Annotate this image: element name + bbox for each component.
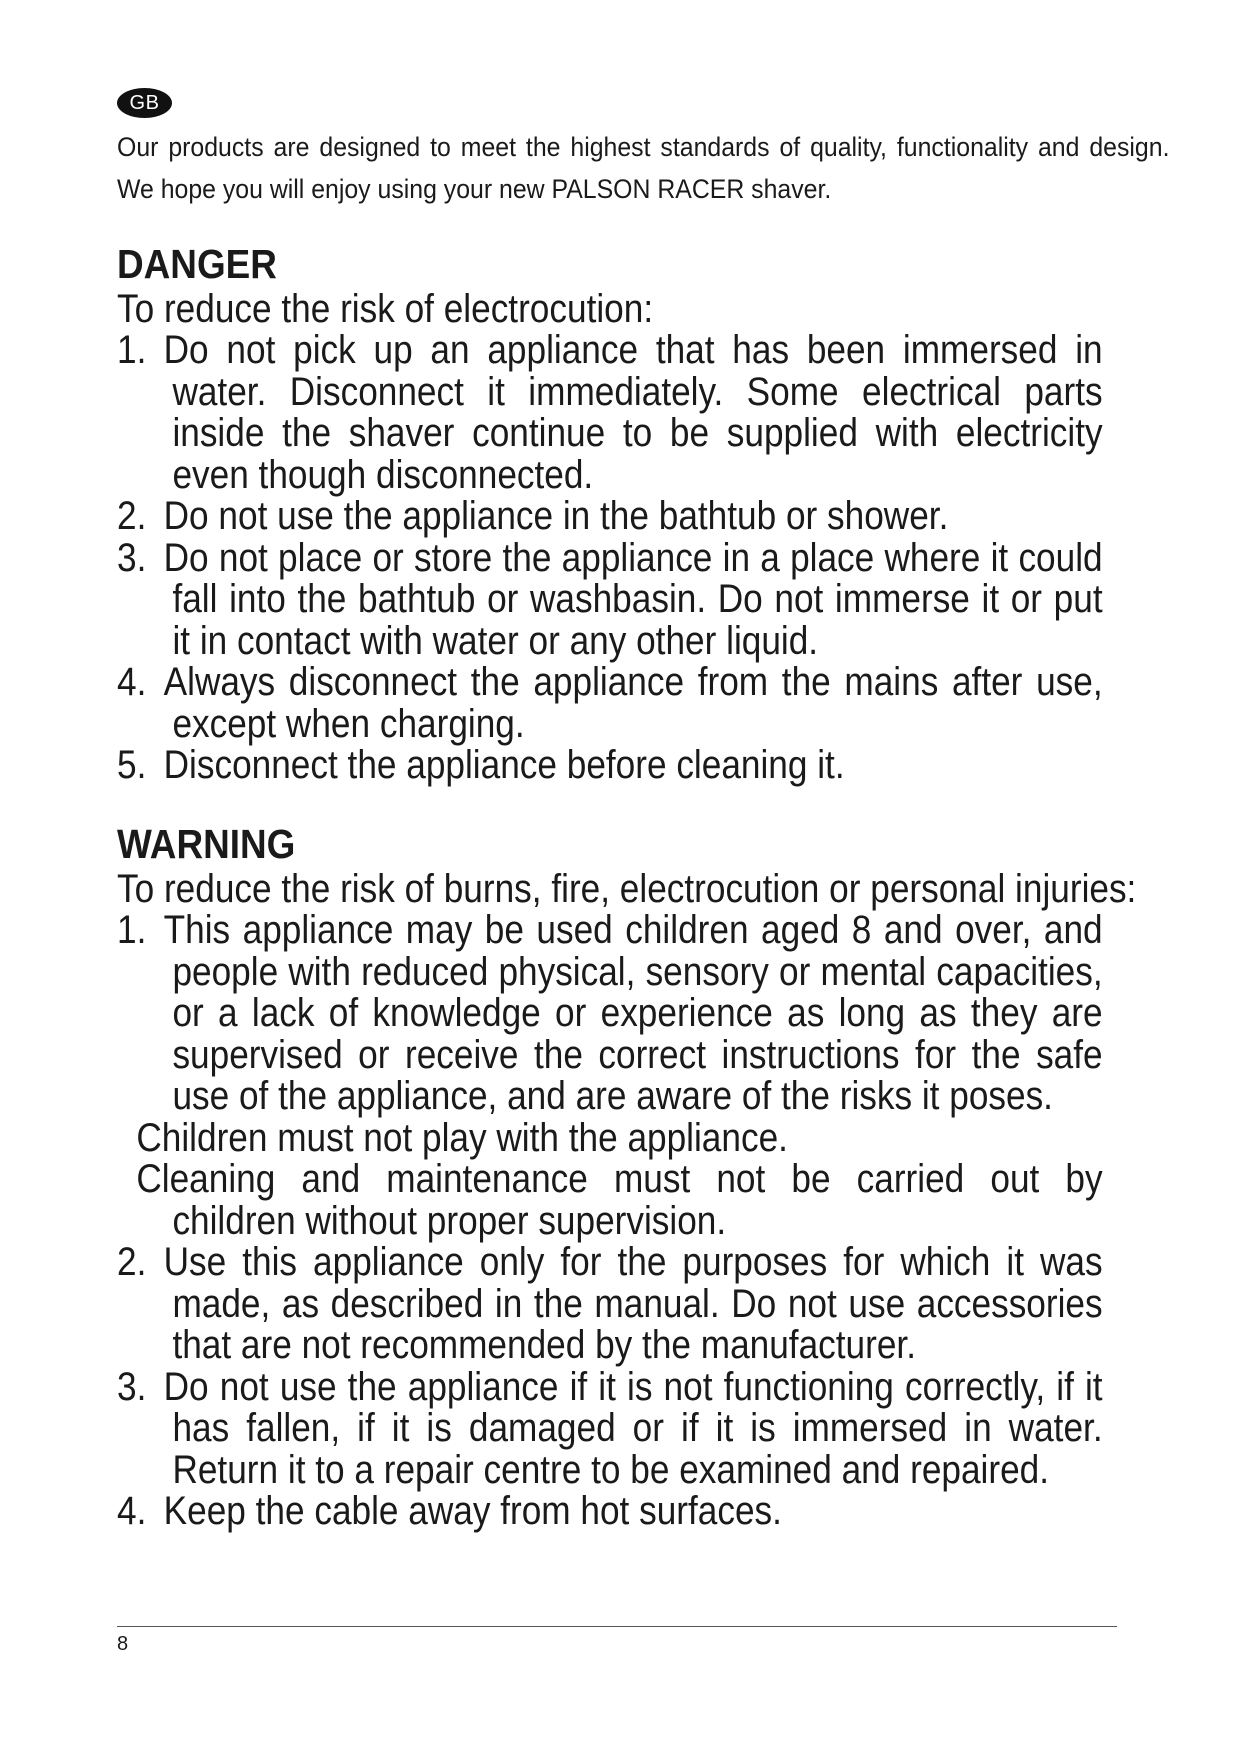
danger-heading: DANGER: [117, 241, 277, 287]
language-badge: GB: [117, 88, 172, 118]
danger-item-number: 4.: [117, 660, 147, 704]
warning-item-number: 4.: [117, 1489, 147, 1533]
danger-list: [117, 330, 1167, 787]
warning-item-3: [117, 1364, 1103, 1492]
danger-item-text: Always disconnect the appliance from the mains after use, except when charging.: [163, 660, 1103, 746]
warning-heading: WARNING: [117, 821, 296, 867]
warning-item-2: [117, 1242, 1103, 1367]
danger-item-number: 5.: [117, 743, 147, 787]
warning-item-number: 3.: [117, 1364, 147, 1409]
warning-item-1: [117, 910, 1103, 1118]
danger-item-text: Do not use the appliance in the bathtub or shower.: [163, 494, 949, 538]
warning-item-text: This appliance may be used children aged 8 and over, and people with reduced physical, sensory or mental capacities, or a lack of knowledge or experience as long as they are supervised or receive the correct instructions for the safe use of the appliance, and are aware of the risks it poses.: [163, 908, 1103, 1118]
warning-section: [117, 820, 1167, 1533]
danger-item-1: [117, 330, 1103, 496]
danger-item-3: [117, 535, 1103, 663]
page-number: 8: [117, 1633, 129, 1655]
warning-sub-note-text: Cleaning and maintenance must not be carried out by children without proper supervision.: [136, 1157, 1103, 1243]
danger-item-text: Do not place or store the appliance in a place where it could fall into the bathtub or washbasin. Do not immerse it or put it in contact with water or any other liquid.: [163, 535, 1103, 663]
warning-item-number: 2.: [117, 1240, 147, 1284]
warning-sub-note-2: [117, 1159, 1103, 1242]
intro-paragraph: Our products are designed to meet the highest standards of quality, functionality and design. We hope you will enjoy using your new PALSON RACER shaver.: [117, 132, 1170, 204]
warning-sub-note-1: [117, 1115, 1103, 1160]
danger-item-5: [117, 745, 1103, 787]
warning-item-text: Do not use the appliance if it is not functioning correctly, if it has fallen, if it is damaged or if it is immersed in water. Return it to a repair centre to be examined and repaired.: [163, 1364, 1103, 1492]
danger-item-4: [117, 662, 1103, 745]
warning-item-text: Keep the cable away from hot surfaces.: [163, 1489, 782, 1533]
danger-item-number: 3.: [117, 535, 147, 580]
warning-item-4: [117, 1491, 1103, 1533]
warning-lead: To reduce the risk of burns, fire, electrocution or personal injuries:: [117, 867, 1137, 911]
danger-item-number: 1.: [117, 328, 147, 372]
danger-item-text: Disconnect the appliance before cleaning it.: [163, 743, 845, 787]
danger-item-2: [117, 496, 1103, 538]
warning-list: [117, 910, 1167, 1533]
danger-lead: To reduce the risk of electrocution:: [117, 287, 654, 331]
warning-item-number: 1.: [117, 908, 147, 952]
danger-item-text: Do not pick up an appliance that has been immersed in water. Disconnect it immediately. Some electrical parts inside the shaver continue to be supplied with electricity even though disconnected.: [163, 328, 1103, 497]
danger-item-number: 2.: [117, 494, 147, 538]
warning-item-text: Use this appliance only for the purposes for which it was made, as described in the manual. Do not use accessories that are not recommended by the manufacturer.: [163, 1240, 1103, 1367]
footer-divider: [117, 1626, 1117, 1627]
danger-section: [117, 240, 1167, 787]
warning-sub-note-text: Children must not play with the appliance.: [136, 1115, 788, 1160]
